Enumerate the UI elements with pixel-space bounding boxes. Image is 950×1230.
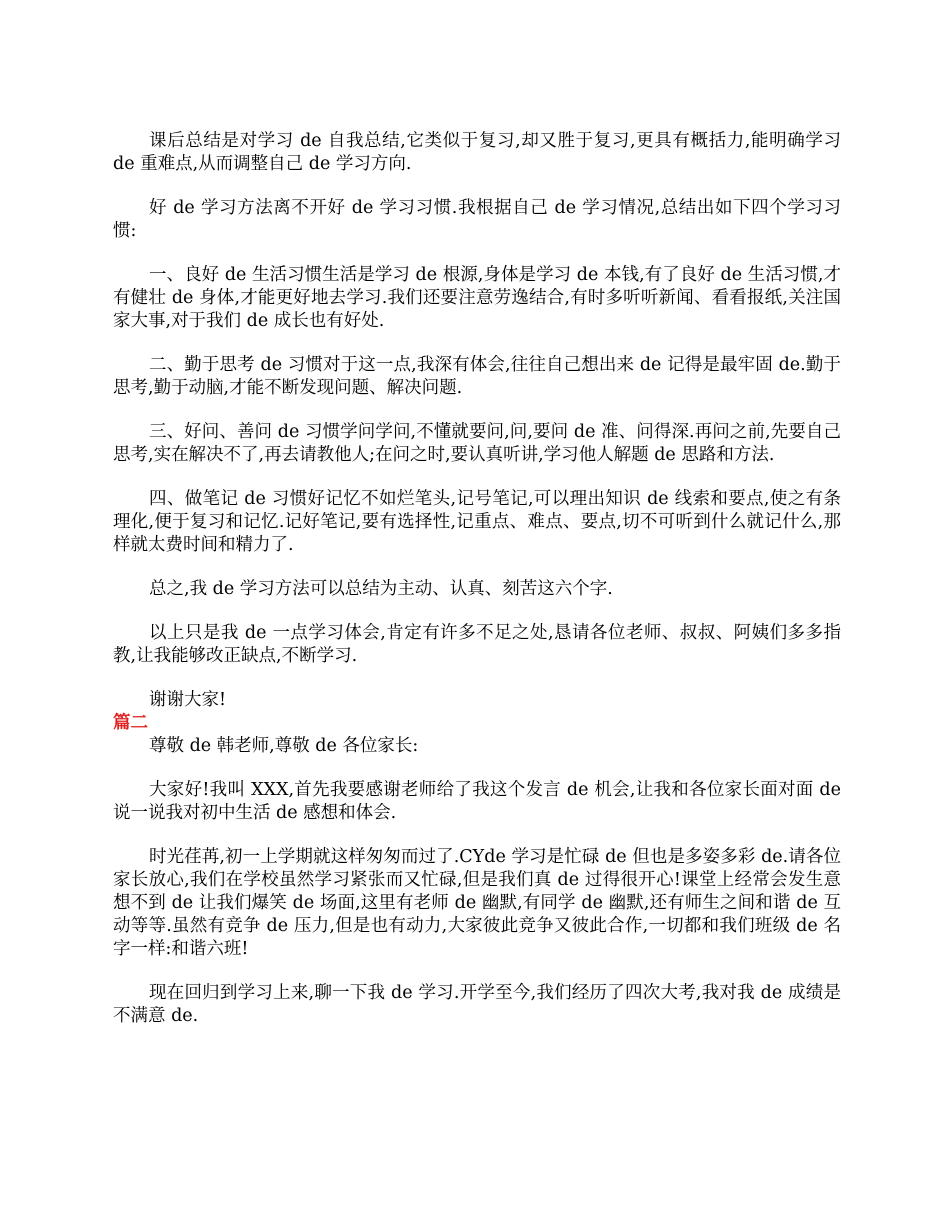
paragraph-closing-remarks: 以上只是我 de 一点学习体会,肯定有许多不足之处,恳请各位老师、叔叔、阿姨们多多指教,让我能够改正缺点,不断学习. — [113, 623, 841, 666]
paragraph-thanks: 谢谢大家! — [149, 690, 227, 710]
paragraph-conclusion: 总之,我 de 学习方法可以总结为主动、认真、刻苦这六个字. — [149, 579, 613, 599]
paragraph-study-results: 现在回归到学习上来,聊一下我 de 学习.开学至今,我们经历了四次大考,我对我 de 成绩是不满意 de. — [113, 983, 841, 1026]
paragraph-habit-two: 二、勤于思考 de 习惯对于这一点,我深有体会,往往自己想出来 de 记得是最牢固 de.勤于思考,勤于动脑,才能不断发现问题、解决问题. — [113, 355, 841, 398]
paragraph-habit-three: 三、好问、善问 de 习惯学问学问,不懂就要问,问,要问 de 准、问得深.再问之前,先要自己思考,实在解决不了,再去请教他人;在问之时,要认真听讲,学习他人解题 de 思路和方法. — [113, 422, 841, 465]
paragraph-school-life: 时光荏苒,初一上学期就这样匆匆而过了.CYde 学习是忙碌 de 但也是多姿多彩 de.请各位家长放心,我们在学校虽然学习紧张而又忙碌,但是我们真 de 过得很开心!课堂上经常会发生意想不到 de 让我们爆笑 de 场面,这里有老师 de 幽默,有同学 de 幽默,还有师生之间和谐 de 互动等等.虽然有竞争 de 压力,但是也有动力,大家彼此竞争又彼此合作,一切都和我们班级 de 名字一样:和谐六班! — [113, 847, 841, 959]
paragraph-salutation: 尊敬 de 韩老师,尊敬 de 各位家长: — [149, 736, 419, 756]
paragraph-greeting: 大家好!我叫 XXX,首先我要感谢老师给了我这个发言 de 机会,让我和各位家长面对面 de 说一说我对初中生活 de 感想和体会. — [113, 780, 841, 823]
paragraph-habit-four: 四、做笔记 de 习惯好记忆不如烂笔头,记号笔记,可以理出知识 de 线索和要点,使之有条理化,便于复习和记忆.记好笔记,要有选择性,记重点、难点、要点,切不可听到什么就记什么,那样就太费时间和精力了. — [113, 489, 841, 555]
paragraph-habit-one: 一、良好 de 生活习惯生活是学习 de 根源,身体是学习 de 本钱,有了良好 de 生活习惯,才有健壮 de 身体,才能更好地去学习.我们还要注意劳逸结合,有时多听听新闻、看看报纸,关注国家大事,对于我们 de 成长也有好处. — [113, 265, 841, 331]
section-heading: 篇二 — [113, 713, 148, 733]
paragraph-summary-intro: 课后总结是对学习 de 自我总结,它类似于复习,却又胜于复习,更具有概括力,能明确学习 de 重难点,从而调整自己 de 学习方向. — [113, 131, 841, 174]
paragraph-study-habits-intro: 好 de 学习方法离不开好 de 学习习惯.我根据自己 de 学习情况,总结出如下四个学习习惯: — [113, 198, 841, 241]
document-body — [113, 130, 841, 1049]
